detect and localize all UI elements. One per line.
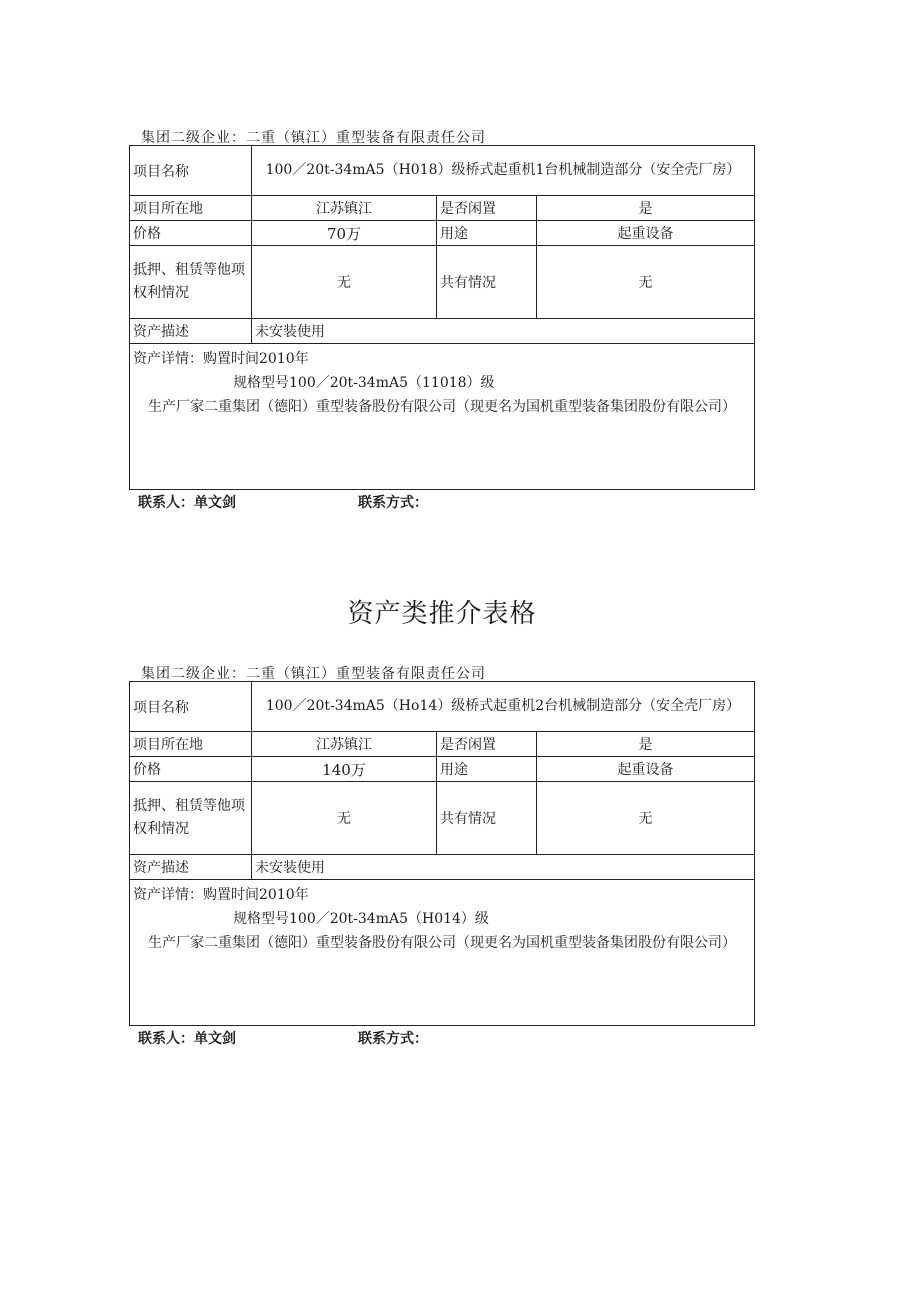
label-price: 价格	[130, 221, 252, 246]
contact-method: 联系方式：	[358, 1031, 428, 1047]
label-project-name: 项目名称	[130, 146, 252, 196]
location-value: 江苏镇江	[252, 732, 437, 757]
description-value: 未安装使用	[252, 319, 755, 344]
label-usage: 用途	[437, 757, 537, 782]
label-co-ownership: 共有情况	[437, 782, 537, 855]
co-ownership-value: 无	[537, 782, 755, 855]
usage-value: 起重设备	[537, 221, 755, 246]
label-project-name: 项目名称	[130, 682, 252, 732]
label-description: 资产描述	[130, 319, 252, 344]
asset-details	[130, 880, 755, 1026]
contact-person: 联系人：单文剑	[138, 495, 236, 511]
label-description: 资产描述	[130, 855, 252, 880]
purchase-time: 资产详情：购置时间2010年	[133, 887, 309, 903]
encumbrance-value: 无	[252, 782, 437, 855]
label-encumbrance: 抵押、租赁等他项权利情况	[130, 246, 252, 319]
project-name-value: 100／20t-34mA5（H018）级桥式起重机1台机械制造部分（安全壳厂房）	[252, 146, 755, 196]
label-encumbrance: 抵押、租赁等他项权利情况	[130, 782, 252, 855]
location-value: 江苏镇江	[252, 196, 437, 221]
label-price: 价格	[130, 757, 252, 782]
label-usage: 用途	[437, 221, 537, 246]
project-name-value: 100／20t-34mA5（Ho14）级桥式起重机2台机械制造部分（安全壳厂房）	[252, 682, 755, 732]
price-value: 70万	[252, 221, 437, 246]
asset-table	[129, 681, 755, 1026]
purchase-time: 资产详情：购置时间2010年	[133, 351, 309, 367]
spec-model: 规格型号100／20t-34mA5（11018）级	[233, 375, 495, 391]
label-location: 项目所在地	[130, 732, 252, 757]
description-value: 未安装使用	[252, 855, 755, 880]
co-ownership-value: 无	[537, 246, 755, 319]
price-value: 140万	[252, 757, 437, 782]
label-location: 项目所在地	[130, 196, 252, 221]
label-co-ownership: 共有情况	[437, 246, 537, 319]
spec-model: 规格型号100／20t-34mA5（H014）级	[233, 911, 489, 927]
contact-person: 联系人：单文剑	[138, 1031, 236, 1047]
asset-details	[130, 344, 755, 490]
asset-table	[129, 145, 755, 490]
company-line: 集团二级企业：二重（镇江）重型装备有限责任公司	[141, 666, 486, 682]
contact-method: 联系方式：	[358, 495, 428, 511]
label-idle: 是否闲置	[437, 732, 537, 757]
usage-value: 起重设备	[537, 757, 755, 782]
encumbrance-value: 无	[252, 246, 437, 319]
idle-value: 是	[537, 732, 755, 757]
label-idle: 是否闲置	[437, 196, 537, 221]
company-line: 集团二级企业：二重（镇江）重型装备有限责任公司	[141, 130, 486, 146]
manufacturer: 生产厂家二重集团（德阳）重型装备股份有限公司（现更名为国机重型装备集团股份有限公司）	[148, 399, 736, 415]
idle-value: 是	[537, 196, 755, 221]
document-title: 资产类推介表格	[347, 599, 537, 629]
manufacturer: 生产厂家二重集团（德阳）重型装备股份有限公司（现更名为国机重型装备集团股份有限公司）	[148, 935, 736, 951]
